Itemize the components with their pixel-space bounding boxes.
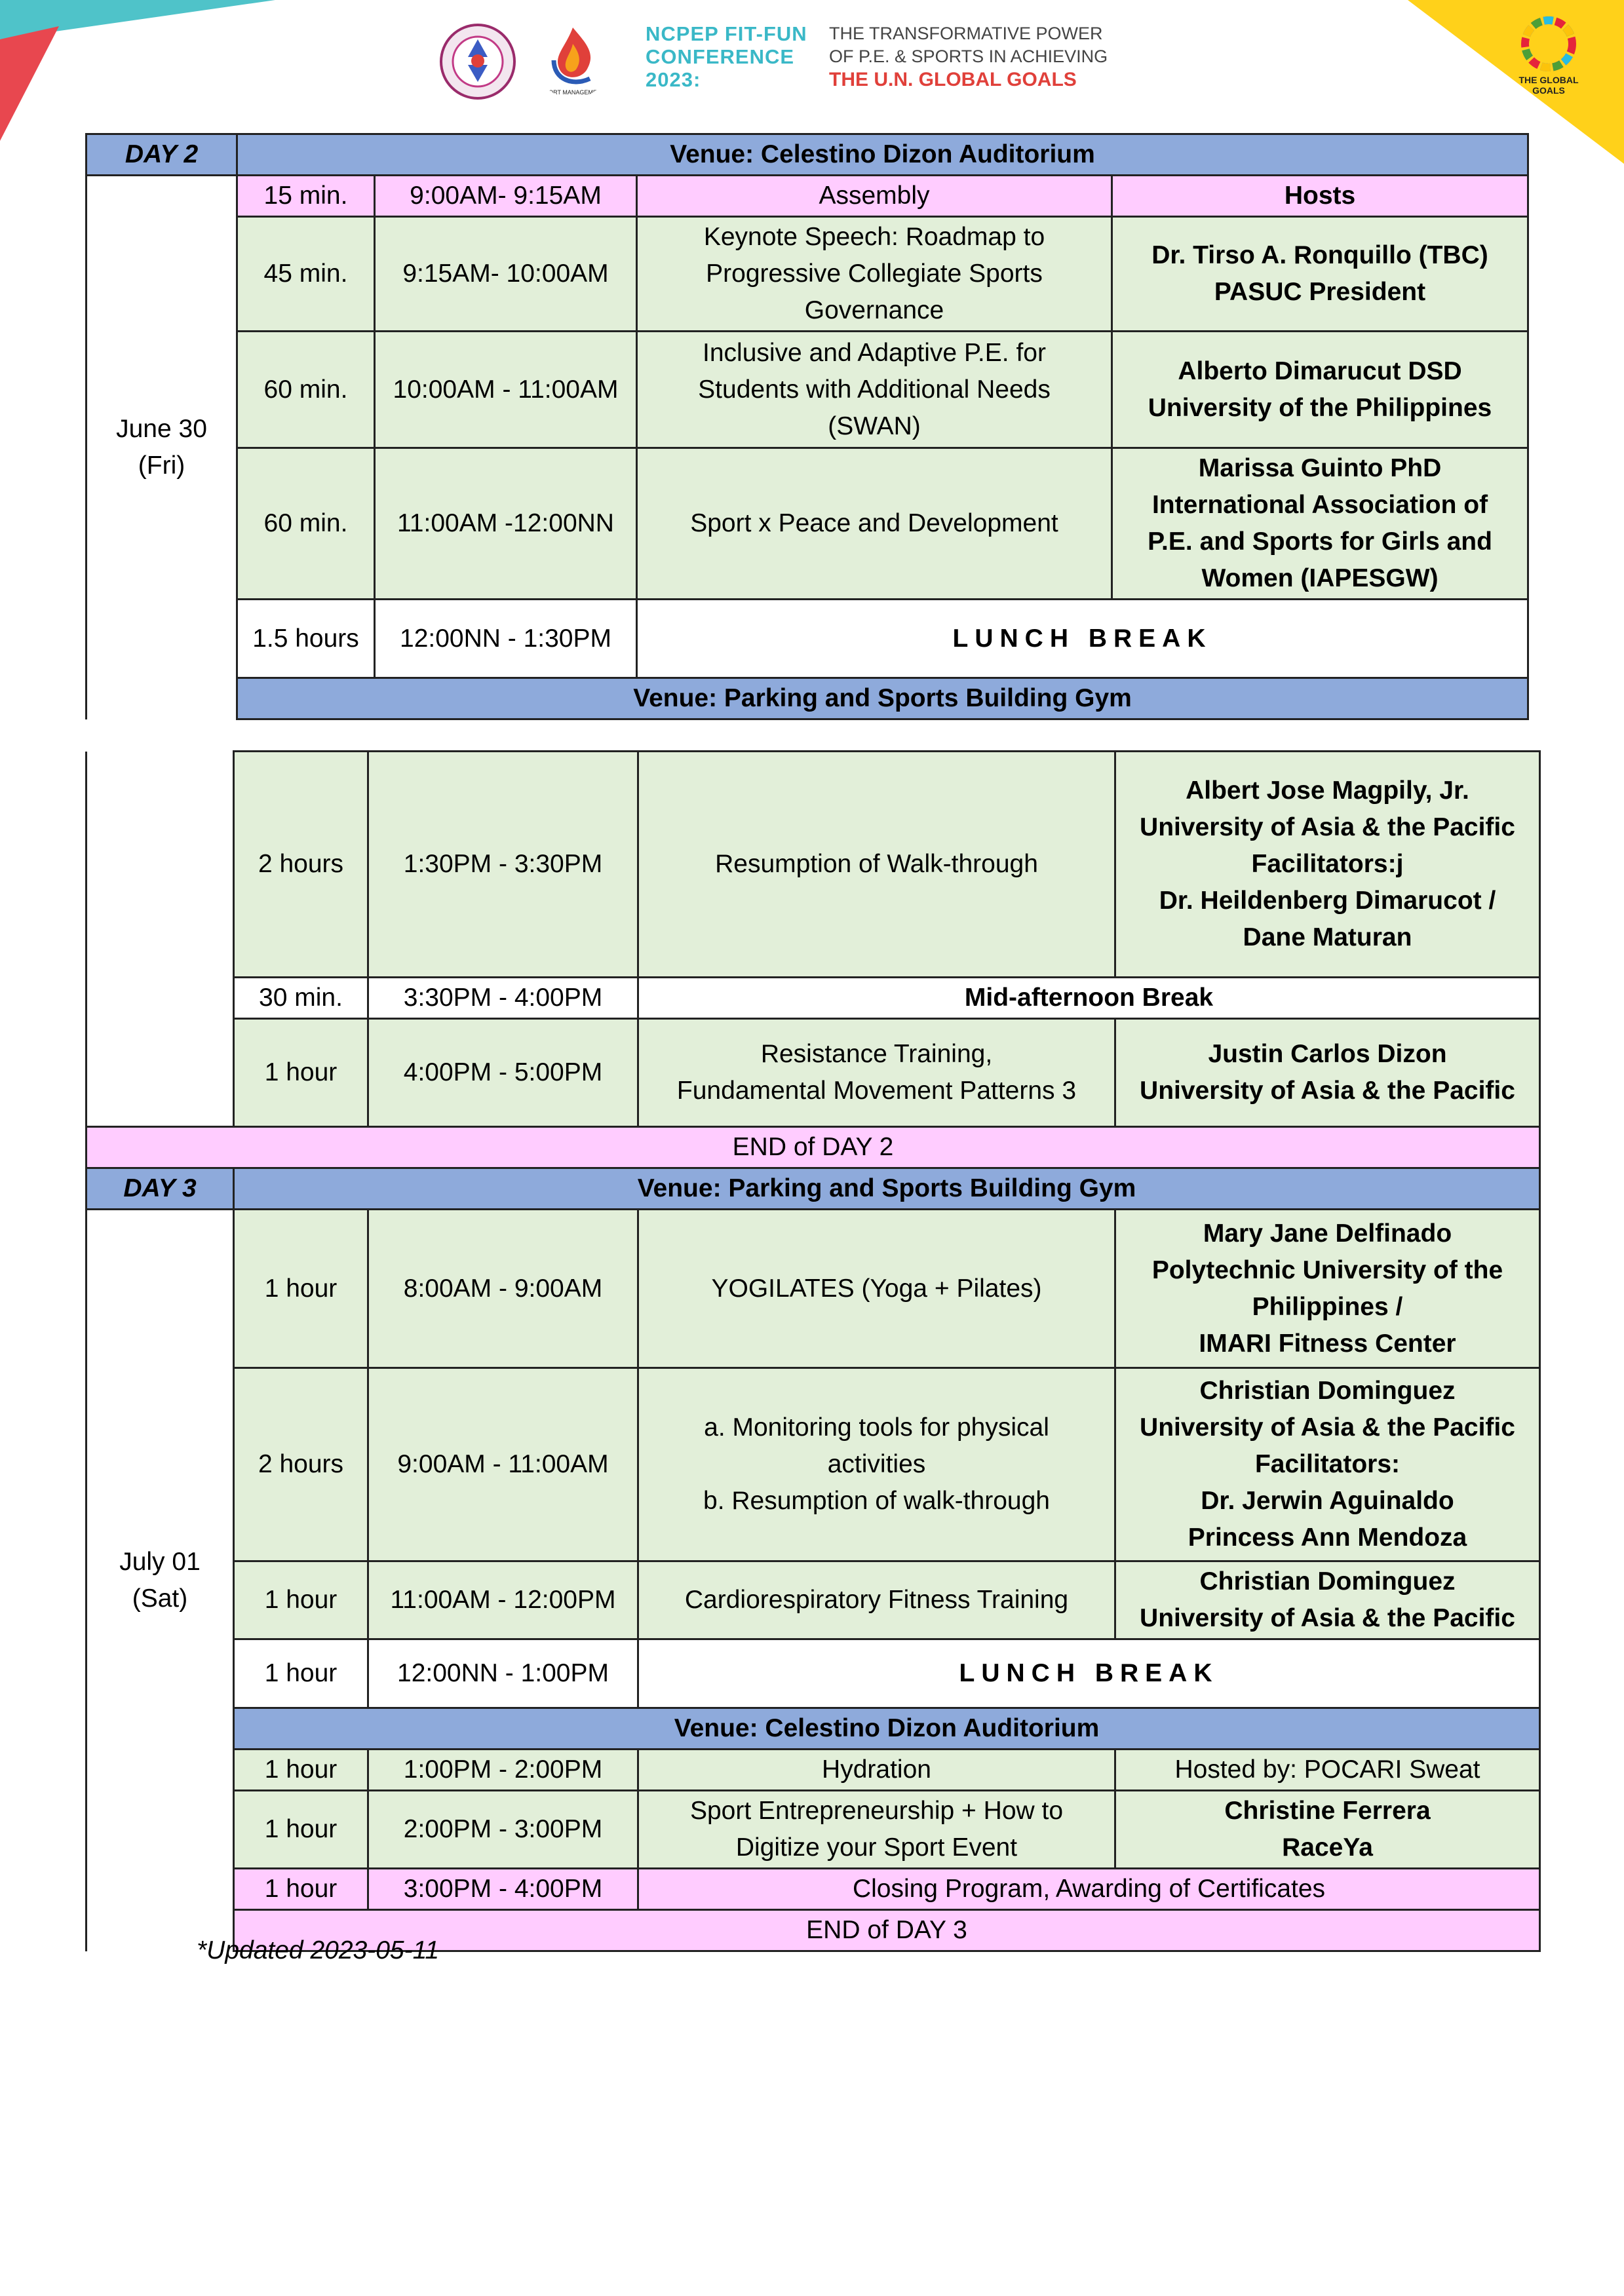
topic-cell: Cardiorespiratory Fitness Training (638, 1561, 1115, 1639)
time-cell: 9:15AM- 10:00AM (375, 217, 637, 332)
duration-cell: 1 hour (234, 1791, 368, 1869)
break-cell: Mid-afternoon Break (638, 978, 1540, 1019)
closing-program-cell: Closing Program, Awarding of Certificates (638, 1869, 1540, 1910)
venue-header: Venue: Celestino Dizon Auditorium (234, 1708, 1540, 1750)
duration-cell: 2 hours (234, 752, 368, 978)
end-of-day-banner: END of DAY 2 (87, 1127, 1540, 1168)
venue-header: Venue: Parking and Sports Building Gym (237, 678, 1528, 719)
duration-cell: 1 hour (234, 1561, 368, 1639)
topic-cell: Hydration (638, 1750, 1115, 1791)
duration-cell: 1 hour (234, 1750, 368, 1791)
host-cell: Christine Ferrera RaceYa (1115, 1791, 1540, 1869)
duration-cell: 45 min. (237, 217, 375, 332)
corner-decoration-left (0, 0, 275, 151)
host-cell: Alberto Dimarucut DSD University of the Philippines (1112, 332, 1528, 448)
topic-cell: Resistance Training, Fundamental Movement Patterns 3 (638, 1019, 1115, 1127)
host-cell: Mary Jane Delfinado Polytechnic University of the Philippines / IMARI Fitness Center (1115, 1210, 1540, 1368)
topic-cell: Sport Entrepreneurship + How to Digitize your Sport Event (638, 1791, 1115, 1869)
duration-cell: 1 hour (234, 1639, 368, 1708)
conference-subtitle: THE TRANSFORMATIVE POWER OF P.E. & SPORTS IN ACHIEVING THE U.N. GLOBAL GOALS (829, 24, 1108, 90)
time-cell: 11:00AM - 12:00PM (368, 1561, 638, 1639)
day-label: DAY 2 (87, 134, 237, 176)
duration-cell: 60 min. (237, 448, 375, 600)
venue-header: Venue: Parking and Sports Building Gym (234, 1168, 1540, 1210)
time-cell: 1:30PM - 3:30PM (368, 752, 638, 978)
host-cell: Hosted by: POCARI Sweat (1115, 1750, 1540, 1791)
duration-cell: 1.5 hours (237, 600, 375, 678)
time-cell: 1:00PM - 2:00PM (368, 1750, 638, 1791)
time-cell: 10:00AM - 11:00AM (375, 332, 637, 448)
time-cell: 4:00PM - 5:00PM (368, 1019, 638, 1127)
day2-schedule-table (85, 133, 1529, 720)
topic-cell: Resumption of Walk-through (638, 752, 1115, 978)
lunch-break-cell: LUNCH BREAK (638, 1639, 1540, 1708)
university-seal-logo (439, 23, 516, 100)
duration-cell: 60 min. (237, 332, 375, 448)
duration-cell: 2 hours (234, 1368, 368, 1561)
host-cell: Christian Dominguez University of Asia & the Pacific Facilitators: Dr. Jerwin Aguinaldo Princess Ann Mendoza (1115, 1368, 1540, 1561)
svg-text:SPORT MANAGEMENT: SPORT MANAGEMENT (541, 89, 605, 96)
hosts-header: Hosts (1112, 176, 1528, 217)
updated-note: *Updated 2023-05-11 (197, 1936, 440, 1964)
topic-cell: YOGILATES (Yoga + Pilates) (638, 1210, 1115, 1368)
host-cell: Justin Carlos Dizon University of Asia & the Pacific (1115, 1019, 1540, 1127)
global-goals-badge: THE GLOBAL GOALS (1509, 16, 1588, 96)
duration-cell: 1 hour (234, 1210, 368, 1368)
time-cell: 12:00NN - 1:00PM (368, 1639, 638, 1708)
host-cell: Albert Jose Magpily, Jr. University of Asia & the Pacific Facilitators:j Dr. Heildenberg Dimarucot / Dane Maturan (1115, 752, 1540, 978)
time-cell: 12:00NN - 1:30PM (375, 600, 637, 678)
topic-cell: Sport x Peace and Development (637, 448, 1112, 600)
time-cell: 9:00AM - 11:00AM (368, 1368, 638, 1561)
global-goals-wheel-icon (1521, 16, 1576, 71)
end-of-day-banner: END of DAY 3 (234, 1910, 1540, 1951)
time-cell: 9:00AM- 9:15AM (375, 176, 637, 217)
day-label: DAY 3 (87, 1168, 234, 1210)
time-cell: 3:00PM - 4:00PM (368, 1869, 638, 1910)
topic-cell: Keynote Speech: Roadmap to Progressive Collegiate Sports Governance (637, 217, 1112, 332)
sport-management-logo (534, 21, 611, 98)
duration-cell: 30 min. (234, 978, 368, 1019)
time-cell: 11:00AM -12:00NN (375, 448, 637, 600)
date-cell-continued (87, 752, 234, 1127)
venue-header: Venue: Celestino Dizon Auditorium (237, 134, 1528, 176)
duration-cell: 15 min. (237, 176, 375, 217)
topic-cell: Assembly (637, 176, 1112, 217)
date-cell: June 30 (Fri) (87, 176, 237, 719)
page-header (439, 20, 1186, 111)
host-cell: Christian Dominguez University of Asia & the Pacific (1115, 1561, 1540, 1639)
duration-cell: 1 hour (234, 1019, 368, 1127)
duration-cell: 1 hour (234, 1869, 368, 1910)
time-cell: 3:30PM - 4:00PM (368, 978, 638, 1019)
topic-cell: a. Monitoring tools for physical activities b. Resumption of walk-through (638, 1368, 1115, 1561)
date-cell: July 01 (Sat) (87, 1210, 234, 1951)
day3-schedule-table (85, 750, 1541, 1952)
host-cell: Marissa Guinto PhD International Association of P.E. and Sports for Girls and Women (IAPESGW) (1112, 448, 1528, 600)
host-cell: Dr. Tirso A. Ronquillo (TBC) PASUC President (1112, 217, 1528, 332)
lunch-break-cell: LUNCH BREAK (637, 600, 1528, 678)
conference-title: NCPEP FIT-FUN CONFERENCE 2023: (646, 22, 807, 91)
time-cell: 2:00PM - 3:00PM (368, 1791, 638, 1869)
time-cell: 8:00AM - 9:00AM (368, 1210, 638, 1368)
topic-cell: Inclusive and Adaptive P.E. for Students with Additional Needs (SWAN) (637, 332, 1112, 448)
